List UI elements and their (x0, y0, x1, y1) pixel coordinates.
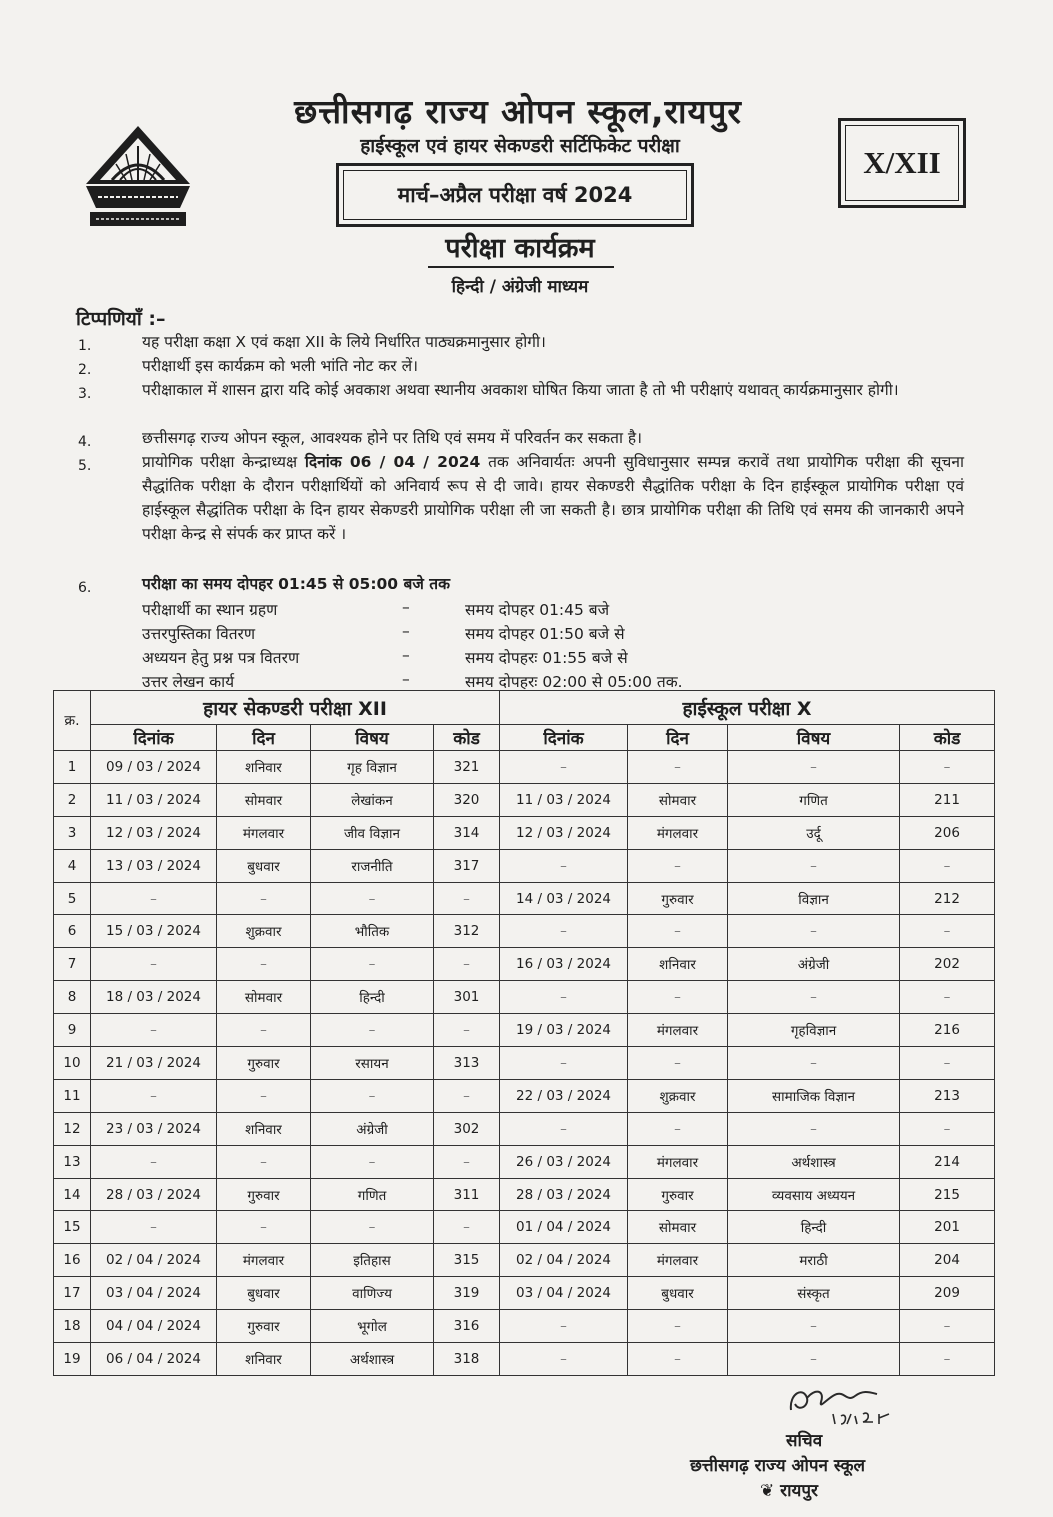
x-subject-cell: मराठी (728, 1244, 900, 1277)
sr-cell: 11 (54, 1079, 91, 1112)
xii-code-cell: – (434, 1079, 500, 1112)
x-code-cell: – (900, 1112, 995, 1145)
xii-date-cell: 11 / 03 / 2024 (91, 783, 217, 816)
exam-year-box (336, 163, 694, 227)
x-subject-cell: – (728, 1047, 900, 1080)
xii-day-cell: गुरुवार (217, 1310, 311, 1343)
xii-date-cell: 09 / 03 / 2024 (91, 751, 217, 784)
xii-date-cell: – (91, 1079, 217, 1112)
x-day-cell: मंगलवार (628, 1244, 728, 1277)
note-text-part: तक अनिवार्यतः अपनी सुविधानुसार सम्पन्न करावें तथा प्रायोगिक परीक्षा की सूचना सैद्धांतिक परीक्षा के दौरान परीक्षार्थियों को अनिवार्य रूप से दी जावे। हायर सेकण्डरी सैद्धांतिक परीक्षा के दिन हाईस्कूल प्रायोगिक परीक्षा एवं हाईस्कूल सैद्धांतिक परीक्षा के दिन हायर सेकण्डरी प्रायोगिक परीक्षा ली जा सकती है। छात्र प्रायोगिक परीक्षा की तिथि एवं समय की जानकारी अपने परीक्षा केन्द्र से संपर्क कर प्राप्त करें । (142, 453, 964, 543)
x-day-cell: – (628, 1343, 728, 1376)
table-row (54, 849, 995, 882)
note-number: 4. (78, 434, 92, 450)
xii-date-cell: – (91, 1211, 217, 1244)
table-row (54, 1277, 995, 1310)
x-subject-cell: – (728, 915, 900, 948)
xii-code-cell: 312 (434, 915, 500, 948)
x-subject-cell: – (728, 849, 900, 882)
table-row (54, 1211, 995, 1244)
exam-schedule-table (53, 690, 995, 1376)
x-code-cell: – (900, 981, 995, 1014)
handwritten-signature (785, 1380, 925, 1432)
sr-cell: 13 (54, 1145, 91, 1178)
note-text: परीक्षार्थी इस कार्यक्रम को भली भांति नोट कर लें। (142, 357, 418, 375)
x-code-cell: – (900, 915, 995, 948)
xii-date-cell: 18 / 03 / 2024 (91, 981, 217, 1014)
x-code-cell: 216 (900, 1014, 995, 1047)
x-day-cell: – (628, 1047, 728, 1080)
x-date-cell: – (500, 751, 628, 784)
sr-cell: 12 (54, 1112, 91, 1145)
column-header-date: दिनांक (91, 725, 217, 751)
note-number: 1. (78, 338, 92, 354)
table-row (54, 816, 995, 849)
xii-subject-cell: लेखांकन (311, 783, 434, 816)
xii-subject-cell: – (311, 1079, 434, 1112)
x-code-cell: 215 (900, 1178, 995, 1211)
x-code-cell: 212 (900, 882, 995, 915)
sr-cell: 17 (54, 1277, 91, 1310)
xii-subject-cell: जीव विज्ञान (311, 816, 434, 849)
xii-subject-cell: – (311, 1211, 434, 1244)
x-date-cell: – (500, 1047, 628, 1080)
sr-header: क्र. (54, 691, 91, 751)
x-date-cell: – (500, 1112, 628, 1145)
note-number: 2. (78, 362, 92, 378)
timing-value: समय दोपहर 01:50 बजे से (465, 625, 625, 643)
xii-subject-cell: गृह विज्ञान (311, 751, 434, 784)
x-subject-cell: हिन्दी (728, 1211, 900, 1244)
sr-cell: 9 (54, 1014, 91, 1047)
x-date-cell: 19 / 03 / 2024 (500, 1014, 628, 1047)
signatory-org: छत्तीसगढ़ राज्य ओपन स्कूल (690, 1456, 866, 1476)
x-code-cell: 202 (900, 948, 995, 981)
x-date-cell: – (500, 1343, 628, 1376)
sr-cell: 18 (54, 1310, 91, 1343)
column-header-code: कोड (900, 725, 995, 751)
x-day-cell: – (628, 849, 728, 882)
xii-code-cell: – (434, 1211, 500, 1244)
x-day-cell: – (628, 751, 728, 784)
x-date-cell: 12 / 03 / 2024 (500, 816, 628, 849)
note-number: 3. (78, 386, 92, 402)
x-date-cell: – (500, 981, 628, 1014)
column-header-day: दिन (628, 725, 728, 751)
xii-day-cell: – (217, 1014, 311, 1047)
xii-subject-cell: रसायन (311, 1047, 434, 1080)
timing-value: समय दोपहरः 01:55 बजे से (465, 649, 628, 667)
timing-label: उत्तर लेखन कार्य (142, 673, 235, 691)
xii-day-cell: – (217, 1211, 311, 1244)
table-row (54, 1112, 995, 1145)
x-day-cell: मंगलवार (628, 1014, 728, 1047)
timing-label: अध्ययन हेतु प्रश्न पत्र वितरण (142, 649, 300, 667)
table-row (54, 1079, 995, 1112)
note-number: 6. (78, 580, 92, 596)
x-code-cell: 213 (900, 1079, 995, 1112)
sr-cell: 7 (54, 948, 91, 981)
table-row (54, 915, 995, 948)
table-row (54, 783, 995, 816)
x-code-cell: 206 (900, 816, 995, 849)
xii-code-cell: – (434, 882, 500, 915)
x-code-cell: 204 (900, 1244, 995, 1277)
xii-day-cell: बुधवार (217, 849, 311, 882)
notes-title: टिप्पणियाँ :– (76, 308, 166, 330)
xii-subject-cell: – (311, 948, 434, 981)
x-code-cell: 214 (900, 1145, 995, 1178)
xii-date-cell: 21 / 03 / 2024 (91, 1047, 217, 1080)
xii-code-cell: 301 (434, 981, 500, 1014)
x-subject-cell: गणित (728, 783, 900, 816)
xii-day-cell: सोमवार (217, 783, 311, 816)
x-subject-cell: अर्थशास्त्र (728, 1145, 900, 1178)
xii-day-cell: शनिवार (217, 1343, 311, 1376)
xii-code-cell: 314 (434, 816, 500, 849)
x-date-cell: – (500, 849, 628, 882)
table-row (54, 1047, 995, 1080)
x-day-cell: मंगलवार (628, 816, 728, 849)
note-text (142, 450, 964, 546)
xii-day-cell: शनिवार (217, 1112, 311, 1145)
x-day-cell: सोमवार (628, 1211, 728, 1244)
school-emblem-icon (82, 124, 194, 232)
x-subject-cell: गृहविज्ञान (728, 1014, 900, 1047)
xii-subject-cell: – (311, 1014, 434, 1047)
x-date-cell: 16 / 03 / 2024 (500, 948, 628, 981)
xii-code-cell: 302 (434, 1112, 500, 1145)
group-header-xii: हायर सेकण्डरी परीक्षा XII (91, 691, 500, 725)
timing-value: समय दोपहर 01:45 बजे (465, 601, 610, 619)
table-row (54, 1145, 995, 1178)
xii-date-cell: 06 / 04 / 2024 (91, 1343, 217, 1376)
signatory-title: सचिव (786, 1431, 823, 1451)
sr-cell: 15 (54, 1211, 91, 1244)
x-day-cell: – (628, 981, 728, 1014)
xii-date-cell: 28 / 03 / 2024 (91, 1178, 217, 1211)
xii-date-cell: 12 / 03 / 2024 (91, 816, 217, 849)
x-subject-cell: उर्दू (728, 816, 900, 849)
table-row (54, 1310, 995, 1343)
timing-dash: – (402, 622, 410, 640)
x-code-cell: 201 (900, 1211, 995, 1244)
x-date-cell: 03 / 04 / 2024 (500, 1277, 628, 1310)
column-header-subject: विषय (728, 725, 900, 751)
table-row (54, 1178, 995, 1211)
x-subject-cell: विज्ञान (728, 882, 900, 915)
signatory-city-label: रायपुर (780, 1481, 818, 1501)
sr-cell: 6 (54, 915, 91, 948)
xii-subject-cell: अंग्रेजी (311, 1112, 434, 1145)
xii-date-cell: 15 / 03 / 2024 (91, 915, 217, 948)
x-subject-cell: व्यवसाय अध्ययन (728, 1178, 900, 1211)
x-day-cell: गुरुवार (628, 882, 728, 915)
timing-label: उत्तरपुस्तिका वितरण (142, 625, 256, 643)
xii-subject-cell: हिन्दी (311, 981, 434, 1014)
table-row (54, 1244, 995, 1277)
x-day-cell: बुधवार (628, 1277, 728, 1310)
sr-cell: 14 (54, 1178, 91, 1211)
x-day-cell: सोमवार (628, 783, 728, 816)
class-label: X/XII (845, 125, 959, 201)
sr-cell: 10 (54, 1047, 91, 1080)
sr-cell: 8 (54, 981, 91, 1014)
column-header-date: दिनांक (500, 725, 628, 751)
xii-day-cell: गुरुवार (217, 1178, 311, 1211)
xii-day-cell: मंगलवार (217, 1244, 311, 1277)
group-header-x: हाईस्कूल परीक्षा X (500, 691, 995, 725)
xii-subject-cell: – (311, 1145, 434, 1178)
x-code-cell: – (900, 1310, 995, 1343)
xii-date-cell: 04 / 04 / 2024 (91, 1310, 217, 1343)
xii-day-cell: मंगलवार (217, 816, 311, 849)
xii-day-cell: शुक्रवार (217, 915, 311, 948)
sr-cell: 5 (54, 882, 91, 915)
x-subject-cell: संस्कृत (728, 1277, 900, 1310)
xii-subject-cell: राजनीति (311, 849, 434, 882)
x-code-cell: 209 (900, 1277, 995, 1310)
xii-day-cell: बुधवार (217, 1277, 311, 1310)
xii-code-cell: – (434, 1014, 500, 1047)
x-date-cell: 28 / 03 / 2024 (500, 1178, 628, 1211)
xii-date-cell: – (91, 882, 217, 915)
xii-date-cell: 02 / 04 / 2024 (91, 1244, 217, 1277)
xii-code-cell: 319 (434, 1277, 500, 1310)
xii-subject-cell: वाणिज्य (311, 1277, 434, 1310)
exam-year-label: मार्च–अप्रैल परीक्षा वर्ष 2024 (343, 170, 687, 220)
table-body (54, 751, 995, 1376)
signatory-city (760, 1478, 818, 1501)
x-code-cell: – (900, 751, 995, 784)
xii-date-cell: – (91, 1014, 217, 1047)
xii-day-cell: – (217, 948, 311, 981)
xii-code-cell: 313 (434, 1047, 500, 1080)
xii-code-cell: 317 (434, 849, 500, 882)
xii-day-cell: गुरुवार (217, 1047, 311, 1080)
x-subject-cell: सामाजिक विज्ञान (728, 1079, 900, 1112)
xii-code-cell: – (434, 948, 500, 981)
class-box (838, 118, 966, 208)
timing-dash: – (402, 646, 410, 664)
x-day-cell: मंगलवार (628, 1145, 728, 1178)
xii-subject-cell: भौतिक (311, 915, 434, 948)
xii-date-cell: 13 / 03 / 2024 (91, 849, 217, 882)
x-day-cell: – (628, 1310, 728, 1343)
xii-date-cell: 03 / 04 / 2024 (91, 1277, 217, 1310)
xii-day-cell: सोमवार (217, 981, 311, 1014)
x-date-cell: 02 / 04 / 2024 (500, 1244, 628, 1277)
xii-day-cell: – (217, 1079, 311, 1112)
xii-subject-cell: अर्थशास्त्र (311, 1343, 434, 1376)
x-date-cell: – (500, 915, 628, 948)
sr-cell: 3 (54, 816, 91, 849)
sr-cell: 1 (54, 751, 91, 784)
stamp-mark-icon: ❦ (760, 1481, 775, 1501)
x-subject-cell: – (728, 1343, 900, 1376)
xii-code-cell: 315 (434, 1244, 500, 1277)
note-text: छत्तीसगढ़ राज्य ओपन स्कूल, आवश्यक होने पर तिथि एवं समय में परिवर्तन कर सकता है। (142, 429, 643, 447)
note-text-part: प्रायोगिक परीक्षा केन्द्राध्यक्ष (142, 453, 298, 471)
xii-subject-cell: इतिहास (311, 1244, 434, 1277)
xii-subject-cell: भूगोल (311, 1310, 434, 1343)
xii-day-cell: शनिवार (217, 751, 311, 784)
xii-date-cell: – (91, 948, 217, 981)
xii-code-cell: 321 (434, 751, 500, 784)
sr-cell: 2 (54, 783, 91, 816)
note-text: यह परीक्षा कक्षा X एवं कक्षा XII के लिये निर्धारित पाठ्यक्रमानुसार होगी। (142, 333, 546, 351)
table-row (54, 981, 995, 1014)
table-row (54, 948, 995, 981)
xii-date-cell: – (91, 1145, 217, 1178)
schedule-heading: परीक्षा कार्यक्रम (445, 233, 595, 264)
x-subject-cell: – (728, 1112, 900, 1145)
exam-time-note: परीक्षा का समय दोपहर 01:45 से 05:00 बजे तक (142, 575, 450, 593)
sr-cell: 16 (54, 1244, 91, 1277)
column-header-code: कोड (434, 725, 500, 751)
timing-dash: – (402, 598, 410, 616)
xii-code-cell: 311 (434, 1178, 500, 1211)
medium-label: हिन्दी / अंग्रेजी माध्यम (451, 277, 589, 297)
x-code-cell: – (900, 1343, 995, 1376)
xii-day-cell: – (217, 1145, 311, 1178)
x-day-cell: गुरुवार (628, 1178, 728, 1211)
x-code-cell: – (900, 1047, 995, 1080)
x-date-cell: – (500, 1310, 628, 1343)
table-row (54, 882, 995, 915)
x-subject-cell: – (728, 751, 900, 784)
xii-code-cell: 318 (434, 1343, 500, 1376)
x-day-cell: – (628, 1112, 728, 1145)
table-row (54, 1014, 995, 1047)
timing-label: परीक्षार्थी का स्थान ग्रहण (142, 601, 278, 619)
table-row (54, 1343, 995, 1376)
x-subject-cell: – (728, 981, 900, 1014)
xii-code-cell: 320 (434, 783, 500, 816)
sr-cell: 4 (54, 849, 91, 882)
practical-deadline: दिनांक 06 / 04 / 2024 (304, 453, 481, 471)
x-date-cell: 11 / 03 / 2024 (500, 783, 628, 816)
page-subtitle: हाईस्कूल एवं हायर सेकण्डरी सर्टिफिकेट परीक्षा (360, 135, 680, 157)
x-date-cell: 14 / 03 / 2024 (500, 882, 628, 915)
note-text: परीक्षाकाल में शासन द्वारा यदि कोई अवकाश अथवा स्थानीय अवकाश घोषित किया जाता है तो भी परीक्षाएं यथावत् कार्यक्रमानुसार होगी। (142, 381, 899, 399)
table-row (54, 751, 995, 784)
note-number: 5. (78, 458, 92, 474)
x-date-cell: 22 / 03 / 2024 (500, 1079, 628, 1112)
heading-underline (428, 266, 614, 268)
timing-dash: – (402, 670, 410, 688)
xii-code-cell: 316 (434, 1310, 500, 1343)
x-subject-cell: – (728, 1310, 900, 1343)
column-header-day: दिन (217, 725, 311, 751)
xii-subject-cell: गणित (311, 1178, 434, 1211)
xii-subject-cell: – (311, 882, 434, 915)
x-code-cell: 211 (900, 783, 995, 816)
x-code-cell: – (900, 849, 995, 882)
xii-code-cell: – (434, 1145, 500, 1178)
column-header-subject: विषय (311, 725, 434, 751)
xii-date-cell: 23 / 03 / 2024 (91, 1112, 217, 1145)
x-day-cell: शुक्रवार (628, 1079, 728, 1112)
sr-cell: 19 (54, 1343, 91, 1376)
timing-value: समय दोपहरः 02:00 से 05:00 तक. (465, 673, 683, 691)
x-date-cell: 01 / 04 / 2024 (500, 1211, 628, 1244)
page-title: छत्तीसगढ़ राज्य ओपन स्कूल,रायपुर (294, 92, 742, 131)
xii-day-cell: – (217, 882, 311, 915)
x-day-cell: शनिवार (628, 948, 728, 981)
x-date-cell: 26 / 03 / 2024 (500, 1145, 628, 1178)
x-subject-cell: अंग्रेजी (728, 948, 900, 981)
x-day-cell: – (628, 915, 728, 948)
